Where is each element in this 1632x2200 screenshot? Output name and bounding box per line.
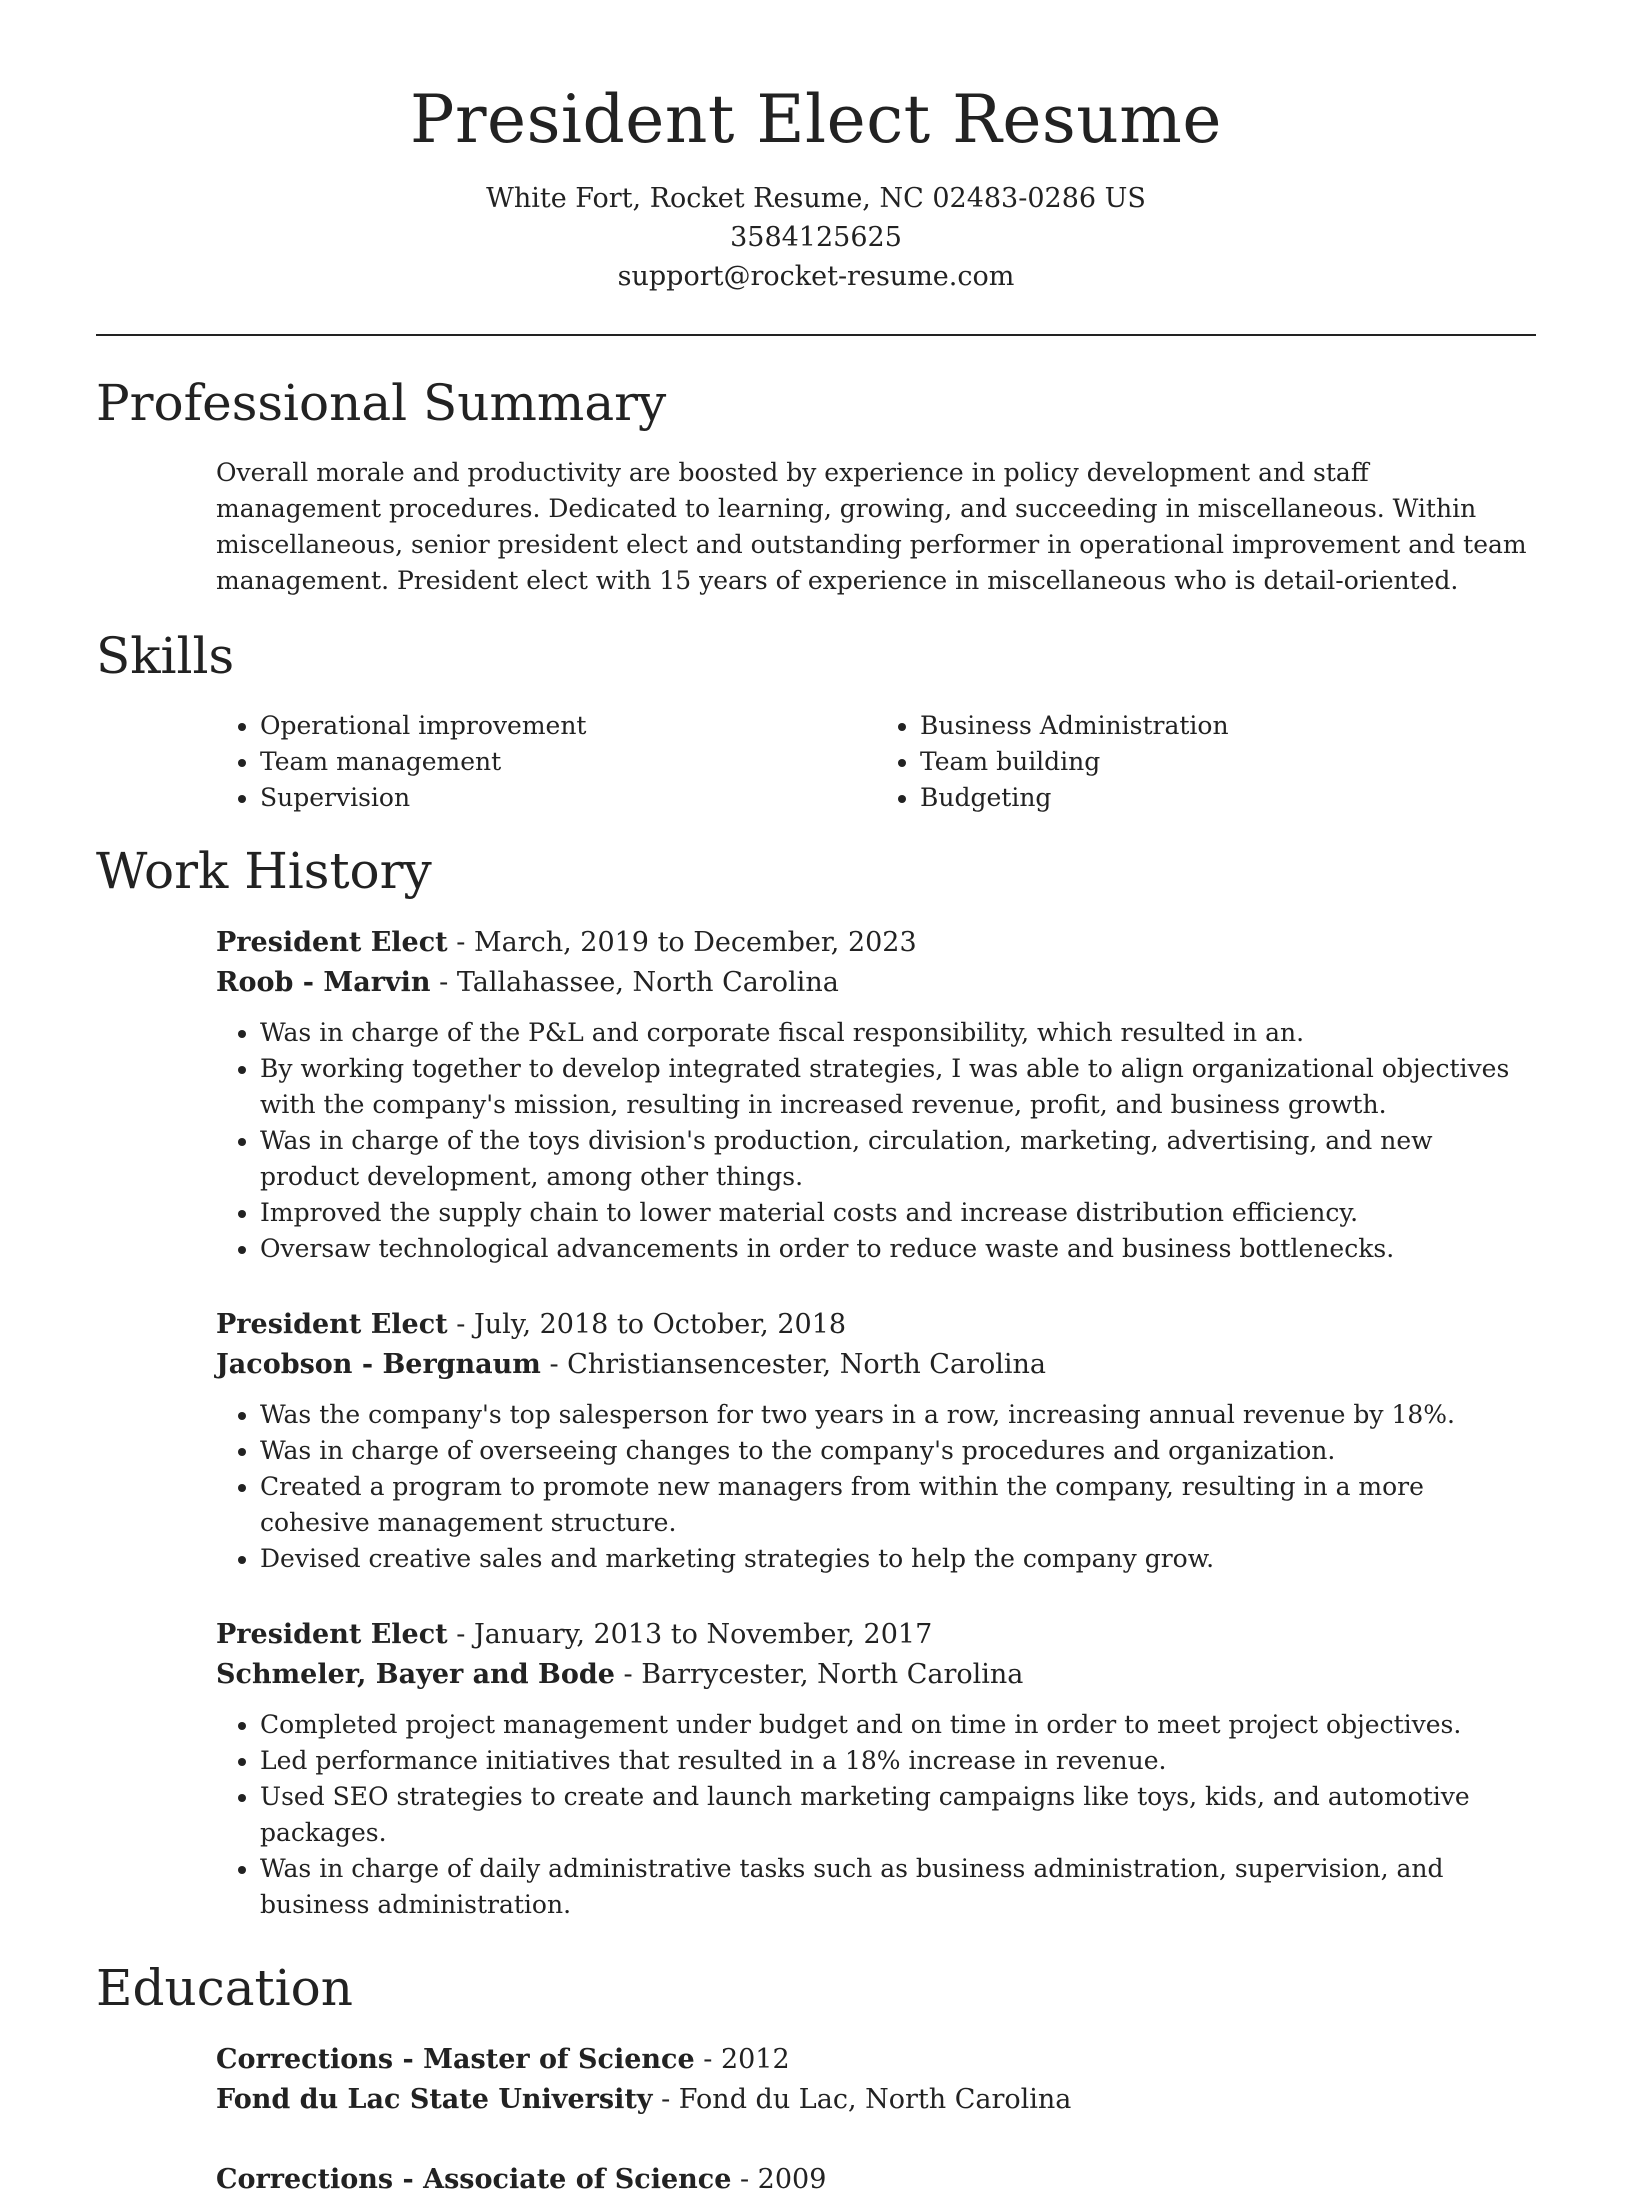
skills-column-right <box>876 708 1536 816</box>
skill-item: • Budgeting <box>920 780 1536 816</box>
job-bullet: • Improved the supply chain to lower material costs and increase distribution efficiency. <box>260 1195 1536 1231</box>
job-entry <box>216 1305 1536 1577</box>
skill-item: • Team management <box>260 744 876 780</box>
job-bullet: • Was the company's top salesperson for two years in a row, increasing annual revenue by 18%. <box>260 1397 1536 1433</box>
job-location: - Christiansencester, North Carolina <box>540 1348 1046 1380</box>
job-dates: - March, 2019 to December, 2023 <box>447 926 917 958</box>
resume-title: President Elect Resume <box>410 81 1222 158</box>
job-company: Jacobson - Bergnaum <box>216 1348 541 1380</box>
job-bullet: • Devised creative sales and marketing strategies to help the company grow. <box>260 1541 1536 1577</box>
skills-section <box>96 708 1536 816</box>
job-bullet: • Was in charge of overseeing changes to the company's procedures and organization. <box>260 1433 1536 1469</box>
skill-item: • Team building <box>920 744 1536 780</box>
job-role: President Elect <box>216 1308 448 1340</box>
job-bullet: • By working together to develop integrated strategies, I was able to align organizational objectives with the company's mission, resulting in increased revenue, profit, and business growth. <box>260 1051 1536 1123</box>
degree-line <box>216 2040 1536 2080</box>
job-bullet: • Was in charge of the toys division's production, circulation, marketing, advertising, and new product development, among other things. <box>260 1123 1536 1195</box>
job-bullets <box>216 1707 1536 1923</box>
resume-header <box>96 0 1536 296</box>
contact-email: support@rocket-resume.com <box>617 260 1015 292</box>
skills-grid <box>216 708 1536 816</box>
job-bullet: • Led performance initiatives that resulted in a 18% increase in revenue. <box>260 1743 1536 1779</box>
school: Fond du Lac State University <box>216 2083 653 2115</box>
education-entry <box>216 2160 1536 2200</box>
job-location: - Tallahassee, North Carolina <box>430 966 839 998</box>
contact-address: White Fort, Rocket Resume, NC 02483-0286 US <box>486 182 1146 214</box>
job-role: President Elect <box>216 1618 448 1650</box>
job-dates: - January, 2013 to November, 2017 <box>447 1618 933 1650</box>
job-title-line <box>216 1615 1536 1655</box>
work-history-heading: Work History <box>96 841 432 900</box>
school-location: - Fond du Lac, North Carolina <box>652 2083 1072 2115</box>
degree: Corrections - Associate of Science <box>216 2163 732 2195</box>
education-entry <box>216 2040 1536 2120</box>
job-bullet: • Created a program to promote new managers from within the company, resulting in a more cohesive management structure. <box>260 1469 1536 1541</box>
job-bullet: • Was in charge of daily administrative tasks such as business administration, supervision, and business administration. <box>260 1851 1536 1923</box>
summary-section <box>96 455 1536 599</box>
job-entry <box>216 923 1536 1267</box>
job-location: - Barrycester, North Carolina <box>614 1658 1024 1690</box>
job-company: Roob - Marvin <box>216 966 431 998</box>
job-title-line <box>216 1305 1536 1345</box>
school-line <box>216 2080 1536 2120</box>
degree-year: - 2012 <box>694 2043 790 2075</box>
degree: Corrections - Master of Science <box>216 2043 695 2075</box>
job-bullets <box>216 1015 1536 1267</box>
job-company-line <box>216 963 1536 1003</box>
skill-item: • Business Administration <box>920 708 1536 744</box>
job-entry <box>216 1615 1536 1923</box>
work-history-section <box>96 923 1536 1923</box>
summary-text: Overall morale and productivity are boosted by experience in policy development and staff management procedures. Dedicated to learning, growing, and succeeding in miscellaneous. Within miscellaneous, senior president elect and outstanding performer in operational improvement and team management. President elect with 15 years of experience in miscellaneous who is detail-oriented. <box>216 457 1527 595</box>
education-section <box>96 2040 1536 2200</box>
job-bullet: • Oversaw technological advancements in order to reduce waste and business bottlenecks. <box>260 1231 1536 1267</box>
header-divider <box>96 334 1536 336</box>
job-bullet: • Completed project management under budget and on time in order to meet project objectives. <box>260 1707 1536 1743</box>
job-company: Schmeler, Bayer and Bode <box>216 1658 615 1690</box>
job-company-line <box>216 1345 1536 1385</box>
skills-column-left <box>216 708 876 816</box>
contact-phone: 3584125625 <box>730 221 902 253</box>
job-bullet: • Was in charge of the P&L and corporate fiscal responsibility, which resulted in an. <box>260 1015 1536 1051</box>
skill-item: • Supervision <box>260 780 876 816</box>
job-title-line <box>216 923 1536 963</box>
job-dates: - July, 2018 to October, 2018 <box>447 1308 847 1340</box>
degree-line <box>216 2160 1536 2200</box>
education-heading: Education <box>96 1958 353 2017</box>
degree-year: - 2009 <box>731 2163 827 2195</box>
skill-item: • Operational improvement <box>260 708 876 744</box>
summary-heading: Professional Summary <box>96 373 667 432</box>
job-company-line <box>216 1655 1536 1695</box>
job-role: President Elect <box>216 926 448 958</box>
job-bullets <box>216 1397 1536 1577</box>
skills-heading: Skills <box>96 626 235 685</box>
job-bullet: • Used SEO strategies to create and launch marketing campaigns like toys, kids, and automotive packages. <box>260 1779 1536 1851</box>
